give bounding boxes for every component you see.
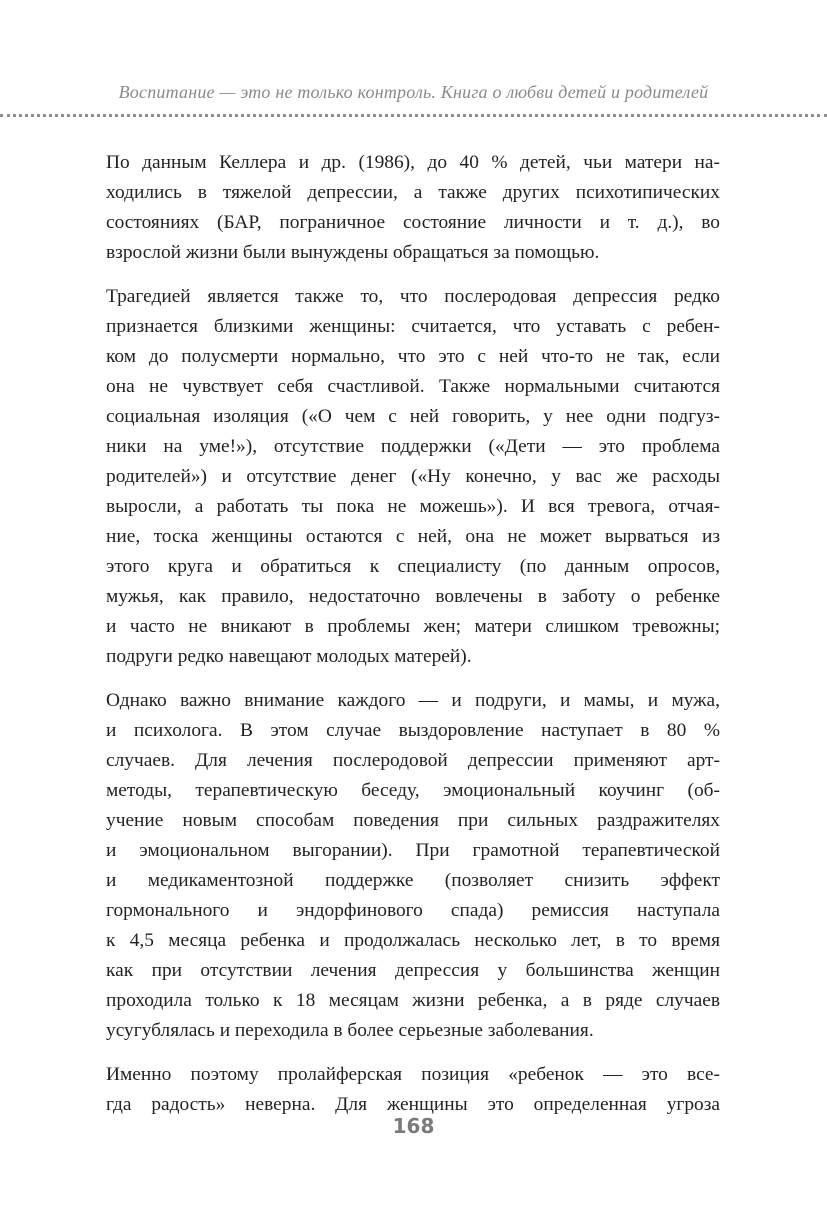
- text-line: усугублялась и переходила в более серьезные заболевания.: [106, 1020, 594, 1041]
- text-line: учение новым способам поведения при сильных раздражителях: [106, 810, 720, 831]
- text-line: и эмоциональном выгорании). При грамотной терапевтической: [106, 840, 720, 861]
- text-line: ком до полусмерти нормально, что это с ней что-то не так, если: [106, 346, 720, 367]
- text-line: признается близкими женщины: считается, что уставать с ребен-: [106, 316, 720, 337]
- running-head: Воспитание — это не только контроль. Книга о любви детей и родителей: [118, 82, 709, 102]
- text-line: и психолога. В этом случае выздоровление наступает в 80 %: [106, 720, 720, 741]
- text-line: социальная изоляция («О чем с ней говорить, у нее одни подгуз-: [106, 406, 720, 427]
- paragraph-4: [106, 1060, 720, 1120]
- text-line: и медикаментозной поддержке (позволяет снизить эффект: [106, 870, 720, 891]
- text-line: как при отсутствии лечения депрессия у большинства женщин: [106, 960, 720, 981]
- text-line: родителей») и отсутствие денег («Ну конечно, у вас же расходы: [106, 466, 720, 487]
- text-line: Именно поэтому пролайферская позиция «ребенок — это все-: [106, 1064, 720, 1085]
- paragraph-3: [106, 686, 720, 1046]
- page-number: 168: [392, 1114, 435, 1138]
- text-line: и часто не вникают в проблемы жен; матери слишком тревожны;: [106, 616, 720, 637]
- text-line: выросли, а работать ты пока не можешь»). И вся тревога, отчая-: [106, 496, 720, 517]
- text-line: взрослой жизни были вынуждены обращаться за помощью.: [106, 242, 600, 263]
- text-line: ники на уме!»), отсутствие поддержки («Дети — это проблема: [106, 436, 720, 457]
- text-line: к 4,5 месяца ребенка и продолжалась несколько лет, в то время: [106, 930, 720, 951]
- text-line: она не чувствует себя счастливой. Также нормальными считаются: [106, 376, 720, 397]
- text-line: ходились в тяжелой депрессии, а также других психотипических: [106, 182, 720, 203]
- text-line: состояниях (БАР, пограничное состояние личности и т. д.), во: [106, 212, 720, 233]
- paragraph-2: [106, 282, 720, 672]
- text-line: гда радость» неверна. Для женщины это определенная угроза: [106, 1094, 720, 1115]
- text-line: По данным Келлера и др. (1986), до 40 % детей, чьи матери на-: [106, 152, 720, 173]
- text-line: методы, терапевтическую беседу, эмоциональный коучинг (об-: [106, 780, 720, 801]
- text-line: гормонального и эндорфинового спада) ремиссия наступала: [106, 900, 720, 921]
- paragraph-1: [106, 148, 720, 268]
- body-text: [106, 148, 720, 1120]
- text-line: Однако важно внимание каждого — и подруги, и мамы, и мужа,: [106, 690, 720, 711]
- text-line: мужья, как правило, недостаточно вовлечены в заботу о ребенке: [106, 586, 720, 607]
- text-line: подруги редко навещают молодых матерей).: [106, 646, 472, 667]
- text-line: Трагедией является также то, что послеродовая депрессия редко: [106, 286, 720, 307]
- header-dotted-rule: [0, 114, 827, 117]
- text-line: этого круга и обратиться к специалисту (по данным опросов,: [106, 556, 720, 577]
- text-line: проходила только к 18 месяцам жизни ребенка, а в ряде случаев: [106, 990, 720, 1011]
- text-line: случаев. Для лечения послеродовой депрессии применяют арт-: [106, 750, 720, 771]
- text-line: ние, тоска женщины остаются с ней, она не может вырваться из: [106, 526, 720, 547]
